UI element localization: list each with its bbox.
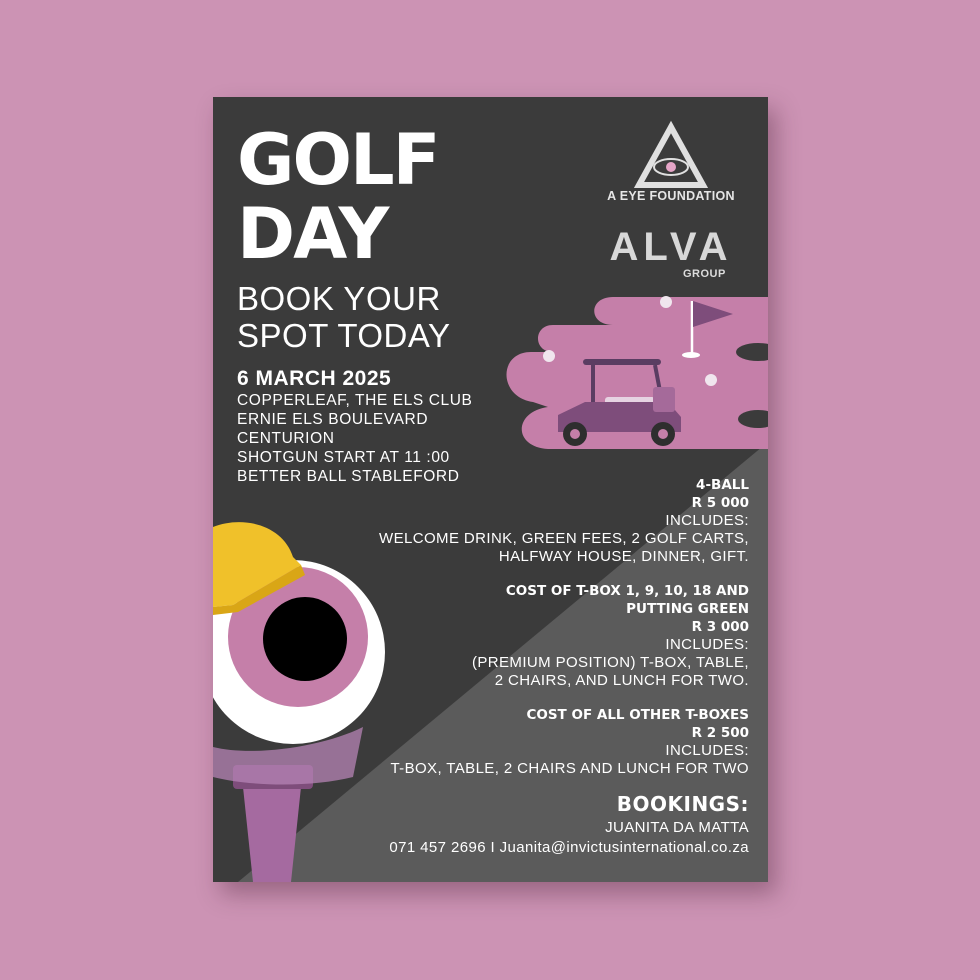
eye-logo-icon [639,127,703,185]
alva-logo: ALVA [609,225,733,269]
package-1-price: R 5 000 [691,495,749,511]
package-1-line-1: WELCOME DRINK, GREEN FEES, 2 GOLF CARTS, [379,530,749,547]
event-start: SHOTGUN START AT 11 :00 [237,449,450,466]
headline-day: DAY [237,193,388,275]
package-2-line-1: (PREMIUM POSITION) T-BOX, TABLE, [471,654,749,671]
package-3-title: COST OF ALL OTHER T-BOXES [526,707,749,723]
package-1-line-2: HALFWAY HOUSE, DINNER, GIFT. [498,548,749,565]
package-3-price: R 2 500 [691,725,749,741]
event-street: ERNIE ELS BOULEVARD [237,411,429,428]
package-1-title: 4-BALL [696,477,749,493]
package-2-line-2: 2 CHAIRS, AND LUNCH FOR TWO. [494,672,749,689]
bookings-details: 071 457 2696 I Juanita@invictusinternational.co.za [389,839,749,856]
subhead-line-2: SPOT TODAY [237,317,451,354]
package-3-includes: INCLUDES: [665,742,749,759]
package-2-price: R 3 000 [691,619,749,635]
event-poster [213,97,768,882]
alva-group-label: GROUP [683,268,726,280]
package-2-title-1: COST OF T-BOX 1, 9, 10, 18 AND [505,583,749,599]
package-3-line-1: T-BOX, TABLE, 2 CHAIRS AND LUNCH FOR TWO [390,760,749,777]
bookings-contact: JUANITA DA MATTA [605,819,749,836]
package-1-includes: INCLUDES: [665,512,749,529]
package-2-includes: INCLUDES: [665,636,749,653]
event-format: BETTER BALL STABLEFORD [237,468,460,485]
headline-golf: GOLF [237,119,439,201]
event-date: 6 MARCH 2025 [237,367,392,390]
package-2-title-2: PUTTING GREEN [626,601,749,617]
foundation-logo-text: A EYE FOUNDATION [607,189,735,203]
event-venue: COPPERLEAF, THE ELS CLUB [237,392,473,409]
subhead-line-1: BOOK YOUR [237,280,441,317]
bookings-label: BOOKINGS: [616,792,749,816]
event-city: CENTURION [237,430,335,447]
